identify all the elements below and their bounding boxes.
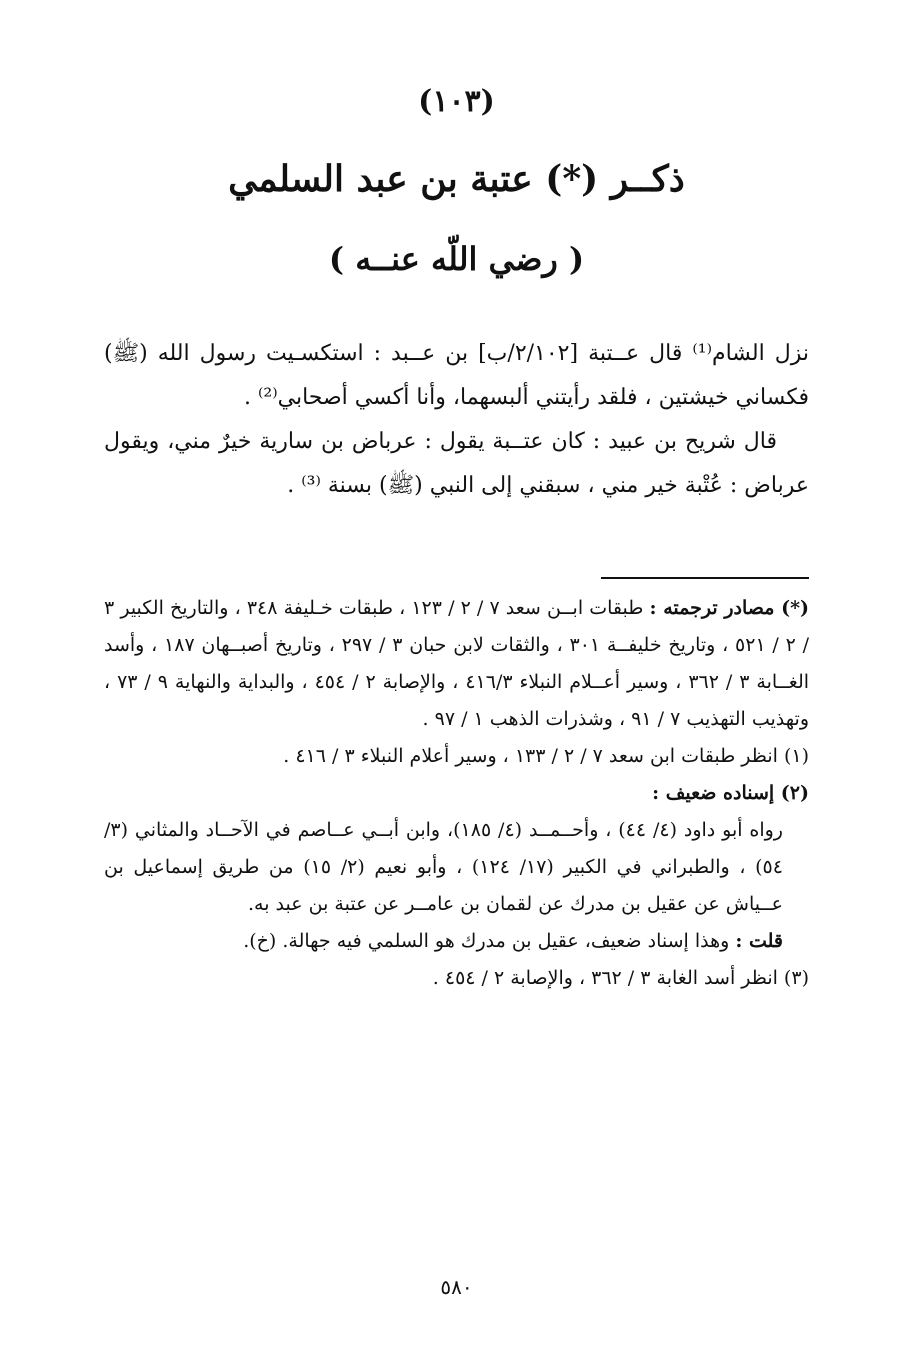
comment-label: قلت : <box>735 930 783 952</box>
entry-number: (١٠٣) <box>418 84 495 119</box>
paragraph-1: نزل الشام⁽¹⁾ قال عــتبة [٢/١٠٢/ب] بن عــبد : استكسـيت رسول الله (ﷺ) فكساني خيشتين ، فلقد رأيتني ألبسهما، وأنا أكسي أصحابي⁽²⁾ . <box>104 341 809 410</box>
footnote-3: (٣) انظر أسد الغابة ٣ / ٣٦٢ ، والإصابة ٢ / ٤٥٤ . <box>432 967 809 989</box>
paragraph-2: قال شريح بن عبيد : كان عتــبة يقول : عرباض بن سارية خيرٌ مني، ويقول عرباض : عُتْبة خير مني ، سبقني إلى النبي (ﷺ) بسنة ⁽³⁾ . <box>104 429 809 498</box>
entry-subtitle: ( رضي اللّه عنــه ) <box>328 240 585 278</box>
footnote-1: (١) انظر طبقات ابن سعد ٧ / ٢ / ١٣٣ ، وسير أعلام النبلاء ٣ / ٤١٦ . <box>283 745 809 767</box>
footnote-sources <box>104 590 809 738</box>
footnote-2-label: (٢) إسناده ضعيف : <box>652 782 809 804</box>
main-text <box>104 332 809 508</box>
footnotes <box>104 590 809 997</box>
footnote-separator <box>601 577 809 579</box>
entry-title: ذكــر (*) عتبة بن عبد السلمي <box>228 158 685 200</box>
comment-text: وهذا إسناد ضعيف، عقيل بن مدرك هو السلمي فيه جهالة. (خ). <box>243 930 730 952</box>
footnote-sources-label: (*) مصادر ترجمته : <box>649 597 810 619</box>
footnote-sources-text: طبقات ابــن سعد ٧ / ٢ / ١٢٣ ، طبقات خـليفة ٣٤٨ ، والتاريخ الكبير ٣ / ٢ / ٥٢١ ، وتاريخ خليفــة ٣٠١ ، والثقات لابن حبان ٣ / ٢٩٧ ، وتاريخ أصبــهان ١٨٧ ، وأسد الغــابة ٣ / ٣٦٢ ، وسير أعــلام النبلاء ٤١٦/٣ ، والإصابة ٢ / ٤٥٤ ، والبداية والنهاية ٩ / ٧٣ ، وتهذيب التهذيب ٧ / ٩١ ، وشذرات الذهب ١ / ٩٧ . <box>104 597 810 730</box>
footnote-2-comment <box>104 923 809 960</box>
footnote-2-text: رواه أبو داود (٤/ ٤٤) ، وأحــمــد (٤/ ١٨٥)، وابن أبــي عــاصم في الآحــاد والمثاني (٣/ ٥٤) ، والطبراني في الكبير (١٧/ ١٢٤) ، وأبو نعيم (٢/ ١٥) من طريق إسماعيل بن عــياش عن عقيل بن مدرك عن لقمان بن عامــر عن عتبة بن عبد به. <box>104 819 783 915</box>
page-number: ٥٨٠ <box>440 1275 473 1299</box>
